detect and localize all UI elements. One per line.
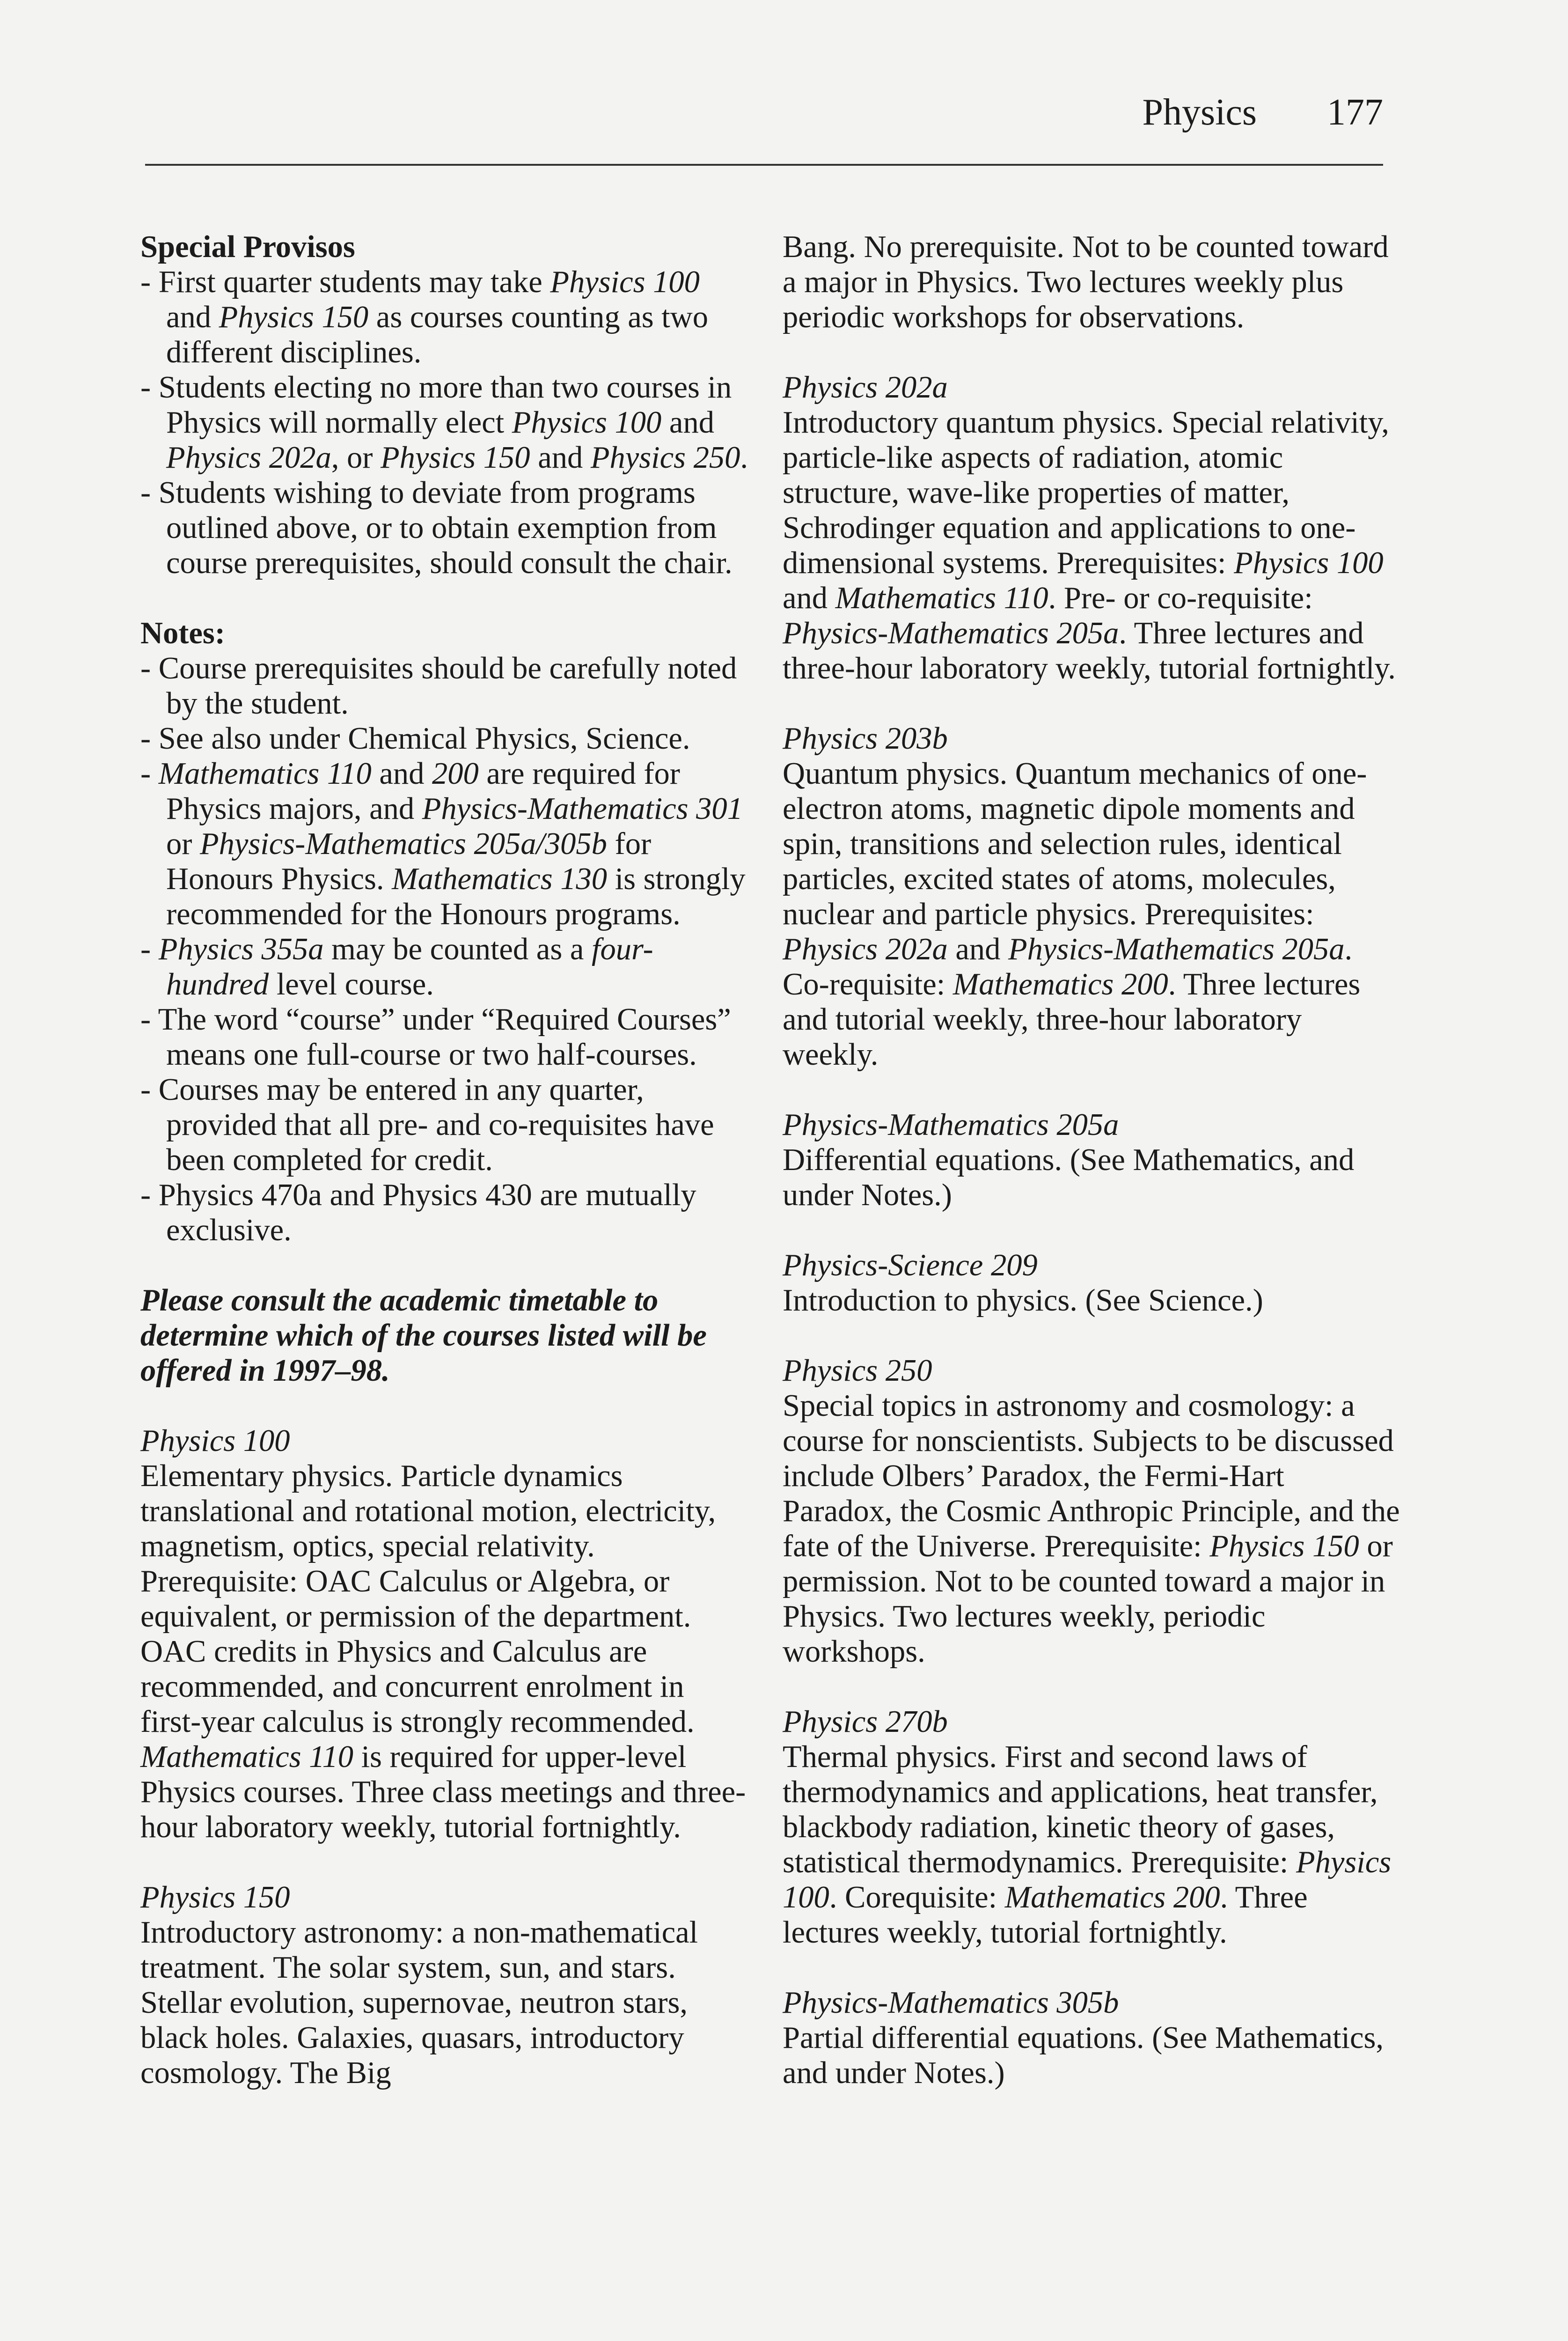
text: - See also under Chemical Physics, Science. <box>140 721 690 756</box>
course-ref: Physics 100 <box>550 265 700 299</box>
text: . Corequisite: <box>829 1880 1005 1914</box>
note-item <box>140 1072 749 1178</box>
text: - The word “course” under “Required Courses” means one full-course or two half-courses. <box>140 1002 731 1072</box>
course-ref: Physics 355a <box>158 932 324 966</box>
course-ref: Physics 150 <box>1209 1529 1359 1563</box>
text: and <box>371 757 432 791</box>
text: Differential equations. (See Mathematics, and under Notes.) <box>783 1143 1355 1212</box>
notes-heading: Notes: <box>140 616 225 650</box>
course-title: Physics 250 <box>783 1354 932 1388</box>
right-column <box>783 229 1400 2091</box>
course-title: Physics 270b <box>783 1705 948 1739</box>
running-head <box>1143 84 1384 140</box>
text: - <box>140 757 159 791</box>
text: . Three lectures weekly, tutorial fortnightly. <box>783 1880 1308 1950</box>
text: . Co-requisite: <box>783 932 1353 1001</box>
left-column <box>140 229 749 2091</box>
text: - Physics 470a and Physics 430 are mutually exclusive. <box>140 1178 696 1247</box>
course-description <box>783 2020 1400 2091</box>
course-title: Physics-Science 209 <box>783 1248 1038 1282</box>
text: - <box>140 932 159 966</box>
text: and <box>530 441 591 475</box>
note-item <box>140 932 749 1002</box>
note-item <box>140 651 749 721</box>
course-title: Physics-Mathematics 305b <box>783 1986 1119 2020</box>
text: Introductory quantum physics. Special relativity, particle-like aspects of radiation, atomic structure, wave-like properties of matter, Schrodinger equation and applications to one-dimensional systems. Prerequisites: <box>783 405 1389 580</box>
course-ref: Physics-Mathematics 205a/305b <box>200 827 607 861</box>
course-ref: Mathematics 200 <box>1004 1880 1220 1914</box>
text: and <box>783 581 835 615</box>
course-ref: Physics 100 <box>512 405 662 440</box>
proviso-item <box>140 370 749 475</box>
text: Special topics in astronomy and cosmology: a course for nonscientists. Subjects to be discussed include Olbers’ Paradox, the Fermi-Hart Paradox, the Cosmic Anthropic Principle, and the fate of the Universe. Prerequisite: <box>783 1389 1400 1563</box>
note-item <box>140 1002 749 1072</box>
course-description <box>783 1388 1400 1669</box>
text: and <box>947 932 1009 966</box>
course-ref: Physics 202a <box>166 441 331 475</box>
course-ref: Physics-Mathematics 205a <box>783 616 1119 650</box>
text: and <box>166 300 219 334</box>
course-ref: 200 <box>432 757 479 791</box>
course-description <box>783 1739 1400 1950</box>
page-header <box>145 84 1383 166</box>
course-description <box>140 1915 749 2091</box>
course-ref: Physics 100 <box>1234 546 1384 580</box>
course-ref: Mathematics 110 <box>835 581 1048 615</box>
proviso-item <box>140 265 749 370</box>
text: Thermal physics. First and second laws of thermodynamics and applications, heat transfer, blackbody radiation, kinetic theory of gases, statistical thermodynamics. Prerequisite: <box>783 1740 1378 1879</box>
note-item <box>140 721 749 756</box>
course-description <box>140 1458 749 1845</box>
note-item <box>140 756 749 932</box>
text: are required for Physics majors, and <box>166 757 680 826</box>
course-title: Physics 150 <box>140 1880 290 1914</box>
course-title: Physics 100 <box>140 1424 290 1458</box>
proviso-item <box>140 475 749 581</box>
text: is required for upper-level Physics courses. Three class meetings and three-hour laboratory weekly, tutorial fortnightly. <box>140 1740 746 1844</box>
emphasis: four-hundred <box>166 932 653 1001</box>
text: - Course prerequisites should be carefully noted by the student. <box>140 651 737 721</box>
text: Introductory astronomy: a non-mathematical treatment. The solar system, sun, and stars. Stellar evolution, supernovae, neutron stars, black holes. Galaxies, quasars, introductory cosmology. The Big <box>140 1915 698 2090</box>
text: or permission. Not to be counted toward a major in Physics. Two lectures weekly, periodic workshops. <box>783 1529 1393 1669</box>
running-head-title: Physics <box>1142 92 1257 133</box>
timetable-notice: Please consult the academic timetable to determine which of the courses listed will be offered in 1997–98. <box>140 1283 707 1388</box>
page-number: 177 <box>1327 92 1383 133</box>
course-description <box>783 405 1400 686</box>
course-title: Physics-Mathematics 205a <box>783 1108 1119 1142</box>
text: - First quarter students may take <box>140 265 550 299</box>
text: and <box>661 405 714 440</box>
course-title: Physics 202a <box>783 370 948 405</box>
course-description-continued: Bang. No prerequisite. Not to be counted toward a major in Physics. Two lectures weekly plus periodic workshops for observations. <box>783 230 1389 334</box>
course-description <box>783 756 1400 1072</box>
course-description <box>783 1283 1400 1318</box>
text: . Three lectures and tutorial weekly, three-hour laboratory weekly. <box>783 967 1361 1072</box>
text: is strongly recommended for the Honours programs. <box>166 862 746 931</box>
course-ref: Physics-Mathematics 301 <box>422 792 743 826</box>
provisos-heading: Special Provisos <box>140 230 355 264</box>
text: - Students electing no more than two courses in Physics will normally elect <box>140 370 732 440</box>
text: . Three lectures and three-hour laboratory weekly, tutorial fortnightly. <box>783 616 1396 685</box>
text: . Pre- or co-requisite: <box>1048 581 1313 615</box>
text: may be counted as a <box>323 932 592 966</box>
text: for Honours Physics. <box>166 827 652 896</box>
course-ref: Physics 150 <box>219 300 369 334</box>
course-ref: Mathematics 200 <box>953 967 1168 1001</box>
course-ref: Mathematics 110 <box>158 757 372 791</box>
course-ref: Mathematics 130 <box>392 862 608 896</box>
text: Partial differential equations. (See Mathematics, and under Notes.) <box>783 2021 1384 2090</box>
course-ref: Physics 150 <box>381 441 530 475</box>
text: Elementary physics. Particle dynamics translational and rotational motion, electricity, magnetism, optics, special relativity. Prerequisite: OAC Calculus or Algebra, or equivalent, or permission of the department. OAC credits in Physics and Calculus are recommended, and concurrent enrolment in first-year calculus is strongly recommended. <box>140 1459 716 1739</box>
text: - Courses may be entered in any quarter, provided that all pre- and co-requisites have been completed for credit. <box>140 1073 714 1177</box>
text: Introduction to physics. (See Science.) <box>783 1283 1263 1318</box>
course-ref: Mathematics 110 <box>140 1740 353 1774</box>
course-ref: Physics 100 <box>783 1845 1392 1914</box>
course-ref: Physics 202a <box>783 932 948 966</box>
text: - Students wishing to deviate from programs outlined above, or to obtain exemption from course prerequisites, should consult the chair. <box>140 476 733 580</box>
text: . <box>740 441 748 475</box>
text: or <box>166 827 200 861</box>
text: Quantum physics. Quantum mechanics of one-electron atoms, magnetic dipole moments and spin, transitions and selection rules, identical particles, excited states of atoms, molecules, nuclear and particle physics. Prerequisites: <box>783 757 1367 931</box>
course-ref: Physics 250 <box>590 441 740 475</box>
course-ref: Physics-Mathematics 205a <box>1008 932 1345 966</box>
course-title: Physics 203b <box>783 721 948 756</box>
note-item <box>140 1178 749 1248</box>
course-description <box>783 1142 1400 1213</box>
text: as courses counting as two different disciplines. <box>166 300 708 369</box>
text: , or <box>331 441 381 475</box>
text: level course. <box>269 967 434 1001</box>
